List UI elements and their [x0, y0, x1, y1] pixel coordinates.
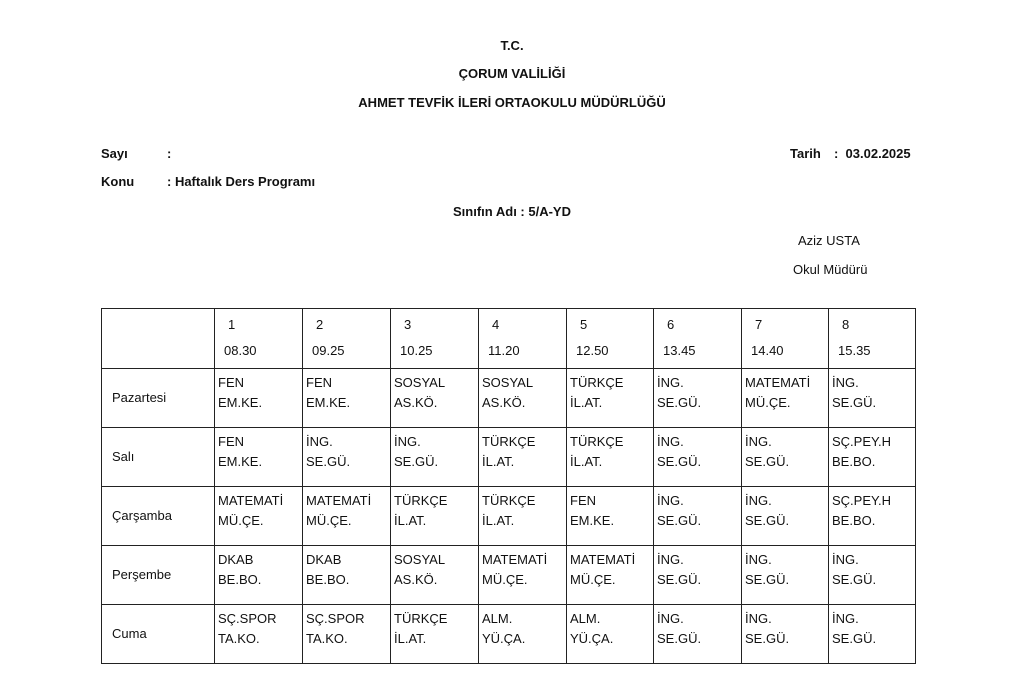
lesson-teacher: SE.GÜ.: [657, 631, 702, 646]
period-number: 3: [404, 317, 412, 332]
lesson-cell: [567, 428, 654, 487]
lesson-subject: MATEMATİ: [218, 493, 284, 508]
lesson-teacher: SE.GÜ.: [745, 631, 790, 646]
lesson-subject: SOSYAL: [482, 375, 534, 390]
lesson-cell: [742, 546, 829, 605]
lesson-cell: [654, 369, 742, 428]
schedule-table: [101, 308, 916, 664]
lesson-subject: SÇ.PEY.H: [832, 493, 892, 508]
lesson-cell: [654, 428, 742, 487]
lesson-subject: MATEMATİ: [306, 493, 372, 508]
lesson-subject: İNG.: [745, 493, 772, 508]
lesson-cell: [829, 605, 916, 664]
lesson-cell: [567, 546, 654, 605]
lesson-cell: [654, 546, 742, 605]
corner-cell: [102, 309, 215, 369]
period-number: 2: [316, 317, 324, 332]
lesson-subject: İNG.: [657, 611, 684, 626]
konu-value: : Haftalık Ders Programı: [167, 174, 316, 189]
principal-title: Okul Müdürü: [793, 262, 868, 277]
konu-label: Konu: [101, 174, 135, 189]
lesson-teacher: AS.KÖ.: [482, 395, 526, 410]
lesson-subject: SÇ.SPOR: [306, 611, 365, 626]
lesson-teacher: SE.GÜ.: [394, 454, 439, 469]
lesson-teacher: EM.KE.: [218, 395, 263, 410]
lesson-subject: İNG.: [832, 611, 859, 626]
period-header-row: [102, 309, 916, 369]
period-header-cell: [654, 309, 742, 369]
lesson-teacher: SE.GÜ.: [745, 572, 790, 587]
lesson-cell: [215, 546, 303, 605]
lesson-cell: [391, 428, 479, 487]
lesson-cell: [303, 605, 391, 664]
lesson-subject: İNG.: [657, 552, 684, 567]
day-row: [102, 487, 916, 546]
lesson-cell: [303, 546, 391, 605]
period-time: 11.20: [488, 343, 520, 358]
lesson-subject: SÇ.SPOR: [218, 611, 277, 626]
lesson-subject: İNG.: [657, 375, 684, 390]
lesson-subject: MATEMATİ: [570, 552, 636, 567]
lesson-teacher: YÜ.ÇA.: [570, 631, 614, 646]
period-time: 13.45: [663, 343, 696, 358]
lesson-cell: [303, 369, 391, 428]
lesson-subject: İNG.: [306, 434, 333, 449]
lesson-teacher: SE.GÜ.: [657, 513, 702, 528]
lesson-teacher: SE.GÜ.: [832, 631, 877, 646]
lesson-cell: [829, 546, 916, 605]
period-header-cell: [391, 309, 479, 369]
lesson-teacher: MÜ.ÇE.: [570, 572, 616, 587]
lesson-cell: [215, 605, 303, 664]
lesson-teacher: EM.KE.: [306, 395, 351, 410]
lesson-cell: [479, 428, 567, 487]
lesson-teacher: MÜ.ÇE.: [745, 395, 791, 410]
period-time: 09.25: [312, 343, 345, 358]
lesson-teacher: İL.AT.: [394, 513, 427, 528]
lesson-teacher: BE.BO.: [832, 454, 876, 469]
period-header-cell: [567, 309, 654, 369]
period-header-cell: [303, 309, 391, 369]
lesson-subject: TÜRKÇE: [482, 434, 536, 449]
lesson-teacher: SE.GÜ.: [745, 513, 790, 528]
lesson-cell: [391, 605, 479, 664]
lesson-subject: FEN: [306, 375, 332, 390]
lesson-teacher: EM.KE.: [218, 454, 263, 469]
lesson-subject: İNG.: [745, 434, 772, 449]
lesson-cell: [742, 487, 829, 546]
lesson-cell: [479, 487, 567, 546]
lesson-subject: ALM.: [570, 611, 601, 626]
header-line-tc: T.C.: [500, 38, 524, 53]
lesson-subject: İNG.: [745, 611, 772, 626]
lesson-cell: [742, 428, 829, 487]
lesson-cell: [215, 487, 303, 546]
period-number: 4: [492, 317, 500, 332]
lesson-subject: TÜRKÇE: [394, 493, 448, 508]
lesson-teacher: AS.KÖ.: [394, 572, 438, 587]
lesson-teacher: SE.GÜ.: [306, 454, 351, 469]
lesson-subject: TÜRKÇE: [570, 375, 624, 390]
lesson-teacher: SE.GÜ.: [657, 395, 702, 410]
lesson-subject: TÜRKÇE: [394, 611, 448, 626]
period-number: 5: [580, 317, 588, 332]
lesson-teacher: İL.AT.: [570, 454, 603, 469]
lesson-cell: [829, 369, 916, 428]
lesson-teacher: AS.KÖ.: [394, 395, 438, 410]
lesson-teacher: YÜ.ÇA.: [482, 631, 526, 646]
lesson-subject: DKAB: [306, 552, 342, 567]
lesson-teacher: SE.GÜ.: [657, 572, 702, 587]
lesson-cell: [654, 605, 742, 664]
tarih-label: Tarih: [790, 146, 821, 161]
lesson-teacher: İL.AT.: [482, 513, 515, 528]
lesson-cell: [479, 546, 567, 605]
lesson-subject: FEN: [218, 375, 244, 390]
period-header-cell: [479, 309, 567, 369]
lesson-cell: [567, 605, 654, 664]
day-name: Pazartesi: [102, 369, 215, 428]
lesson-cell: [742, 369, 829, 428]
lesson-subject: İNG.: [745, 552, 772, 567]
day-name: Perşembe: [102, 546, 215, 605]
lesson-teacher: BE.BO.: [218, 572, 262, 587]
period-time: 14.40: [751, 343, 784, 358]
lesson-teacher: SE.GÜ.: [832, 572, 877, 587]
day-name: Cuma: [102, 605, 215, 664]
day-row: [102, 605, 916, 664]
period-number: 8: [842, 317, 850, 332]
lesson-subject: ALM.: [482, 611, 513, 626]
principal-name: Aziz USTA: [798, 233, 860, 248]
lesson-cell: [391, 546, 479, 605]
lesson-subject: İNG.: [657, 493, 684, 508]
lesson-cell: [215, 369, 303, 428]
lesson-cell: [829, 428, 916, 487]
lesson-cell: [829, 487, 916, 546]
day-row: [102, 369, 916, 428]
day-name: Salı: [102, 428, 215, 487]
day-row: [102, 428, 916, 487]
sayi-colon: :: [167, 146, 172, 161]
lesson-cell: [303, 487, 391, 546]
period-header-cell: [742, 309, 829, 369]
lesson-teacher: TA.KO.: [218, 631, 260, 646]
lesson-teacher: BE.BO.: [306, 572, 350, 587]
lesson-teacher: SE.GÜ.: [657, 454, 702, 469]
header-line-valilik: ÇORUM VALİLİĞİ: [458, 66, 566, 81]
lesson-cell: [654, 487, 742, 546]
day-name: Çarşamba: [102, 487, 215, 546]
header-line-school: AHMET TEVFİK İLERİ ORTAOKULU MÜDÜRLÜĞÜ: [358, 95, 666, 110]
period-number: 7: [755, 317, 763, 332]
lesson-teacher: MÜ.ÇE.: [306, 513, 352, 528]
lesson-teacher: MÜ.ÇE.: [218, 513, 264, 528]
lesson-cell: [303, 428, 391, 487]
lesson-cell: [215, 428, 303, 487]
period-header-cell: [829, 309, 916, 369]
lesson-teacher: MÜ.ÇE.: [482, 572, 528, 587]
lesson-cell: [391, 369, 479, 428]
tarih-value: : 03.02.2025: [834, 146, 911, 161]
lesson-subject: İNG.: [832, 375, 859, 390]
lesson-cell: [479, 605, 567, 664]
lesson-teacher: TA.KO.: [306, 631, 348, 646]
lesson-cell: [567, 487, 654, 546]
period-time: 15.35: [838, 343, 871, 358]
lesson-cell: [742, 605, 829, 664]
lesson-subject: SOSYAL: [394, 375, 446, 390]
sayi-label: Sayı: [101, 146, 128, 161]
lesson-subject: TÜRKÇE: [570, 434, 624, 449]
period-time: 08.30: [224, 343, 257, 358]
class-title: Sınıfın Adı : 5/A-YD: [453, 204, 571, 219]
period-number: 6: [667, 317, 675, 332]
period-time: 10.25: [400, 343, 433, 358]
lesson-subject: DKAB: [218, 552, 254, 567]
lesson-subject: SOSYAL: [394, 552, 446, 567]
lesson-teacher: İL.AT.: [482, 454, 515, 469]
lesson-subject: İNG.: [657, 434, 684, 449]
lesson-teacher: SE.GÜ.: [832, 395, 877, 410]
lesson-subject: İNG.: [394, 434, 421, 449]
lesson-teacher: BE.BO.: [832, 513, 876, 528]
lesson-cell: [391, 487, 479, 546]
day-row: [102, 546, 916, 605]
lesson-teacher: İL.AT.: [570, 395, 603, 410]
lesson-subject: FEN: [570, 493, 596, 508]
period-time: 12.50: [576, 343, 609, 358]
lesson-teacher: EM.KE.: [570, 513, 615, 528]
lesson-subject: MATEMATİ: [745, 375, 811, 390]
lesson-subject: SÇ.PEY.H: [832, 434, 892, 449]
lesson-subject: İNG.: [832, 552, 859, 567]
lesson-teacher: İL.AT.: [394, 631, 427, 646]
lesson-teacher: SE.GÜ.: [745, 454, 790, 469]
lesson-cell: [479, 369, 567, 428]
period-number: 1: [228, 317, 236, 332]
lesson-cell: [567, 369, 654, 428]
period-header-cell: [215, 309, 303, 369]
lesson-subject: TÜRKÇE: [482, 493, 536, 508]
lesson-subject: MATEMATİ: [482, 552, 548, 567]
lesson-subject: FEN: [218, 434, 244, 449]
